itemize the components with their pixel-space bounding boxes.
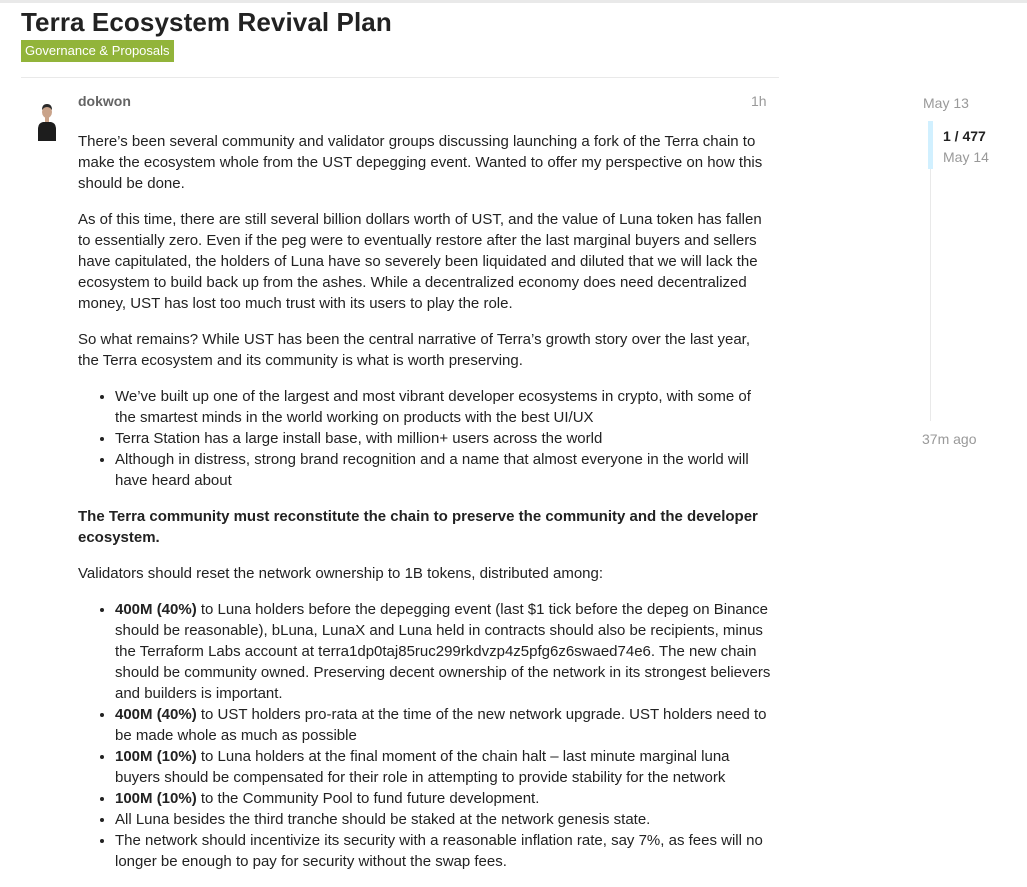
bold-statement: The Terra community must reconstitute the chain to preserve the community and the developer ecosystem.	[78, 508, 758, 546]
list-item: • 100M (10%) to the Community Pool to fund future development.	[115, 788, 773, 809]
post-username[interactable]: dokwon	[78, 93, 131, 109]
post-body	[78, 131, 773, 887]
validators-intro: Validators should reset the network ownership to 1B tokens, distributed among:	[78, 565, 604, 582]
timeline-end-date[interactable]: 37m ago	[922, 431, 977, 447]
timeline-start-date[interactable]: May 13	[923, 95, 969, 111]
list-item: • The network should incentivize its security with a reasonable inflation rate, say 7%, as fees will no longer be enough to pay for security without the swap fees.	[115, 830, 773, 872]
list-item: • 400M (40%) to UST holders pro-rata at the time of the new network upgrade. UST holders need to be made whole as much as possible	[115, 704, 773, 746]
list-item: • All Luna besides the third tranche should be staked at the network genesis state.	[115, 809, 773, 830]
list-item: • Terra Station has a large install base, with million+ users across the world	[115, 428, 773, 449]
timeline-scroll-handle[interactable]	[928, 121, 933, 169]
list-item: • Although in distress, strong brand recognition and a name that almost everyone in the world will have heard about	[115, 449, 773, 491]
avatar-person-icon	[27, 97, 67, 141]
header-divider	[0, 0, 1027, 3]
post-paragraph: There’s been several community and validator groups discussing launching a fork of the Terra chain to make the ecosystem whole from the UST depegging event. Wanted to offer my perspective on how this should be done.	[78, 133, 763, 192]
avatar[interactable]	[27, 97, 67, 141]
post-paragraph: So what remains? While UST has been the central narrative of Terra’s growth story over the last year, the Terra ecosystem and its community is what is worth preserving.	[78, 331, 750, 369]
title-divider	[21, 77, 779, 78]
post-paragraph: As of this time, there are still several billion dollars worth of UST, and the value of Luna token has fallen to essentially zero. Even if the peg were to eventually restore after the last marginal buyers and sellers have capitulated, the holders of Luna have so severely been liquidated and diluted that we will lack the ecosystem to build back up from the ashes. While a decentralized economy does need decentralized money, UST has lost too much trust with its users to play the role.	[78, 211, 762, 312]
timeline-post-position: 1 / 477	[943, 128, 986, 144]
distribution-list	[78, 599, 773, 872]
list-item: • We’ve built up one of the largest and most vibrant developer ecosystems in crypto, with some of the smartest minds in the world working on products with the best UI/UX	[115, 386, 773, 428]
ecosystem-list	[78, 386, 773, 491]
topic-title[interactable]: Terra Ecosystem Revival Plan	[21, 7, 392, 37]
list-item: • 400M (40%) to Luna holders before the depegging event (last $1 tick before the depeg on Binance should be reasonable), bLuna, LunaX and Luna held in contracts should also be recipients, minus the Terraform Labs account at terra1dp0taj85ruc299rkdvzp4z5pfg6z6swaed74e6. The new chain should be community owned. Preserving decent ownership of the network in its strongest believers and builders is important.	[115, 599, 773, 704]
list-item: • 100M (10%) to Luna holders at the final moment of the chain halt – last minute marginal luna buyers should be compensated for their role in attempting to provide stability for the network	[115, 746, 773, 788]
timeline-handle-date: May 14	[943, 149, 989, 165]
post-timestamp[interactable]: 1h	[751, 93, 767, 109]
category-badge[interactable]: Governance & Proposals	[21, 40, 174, 62]
